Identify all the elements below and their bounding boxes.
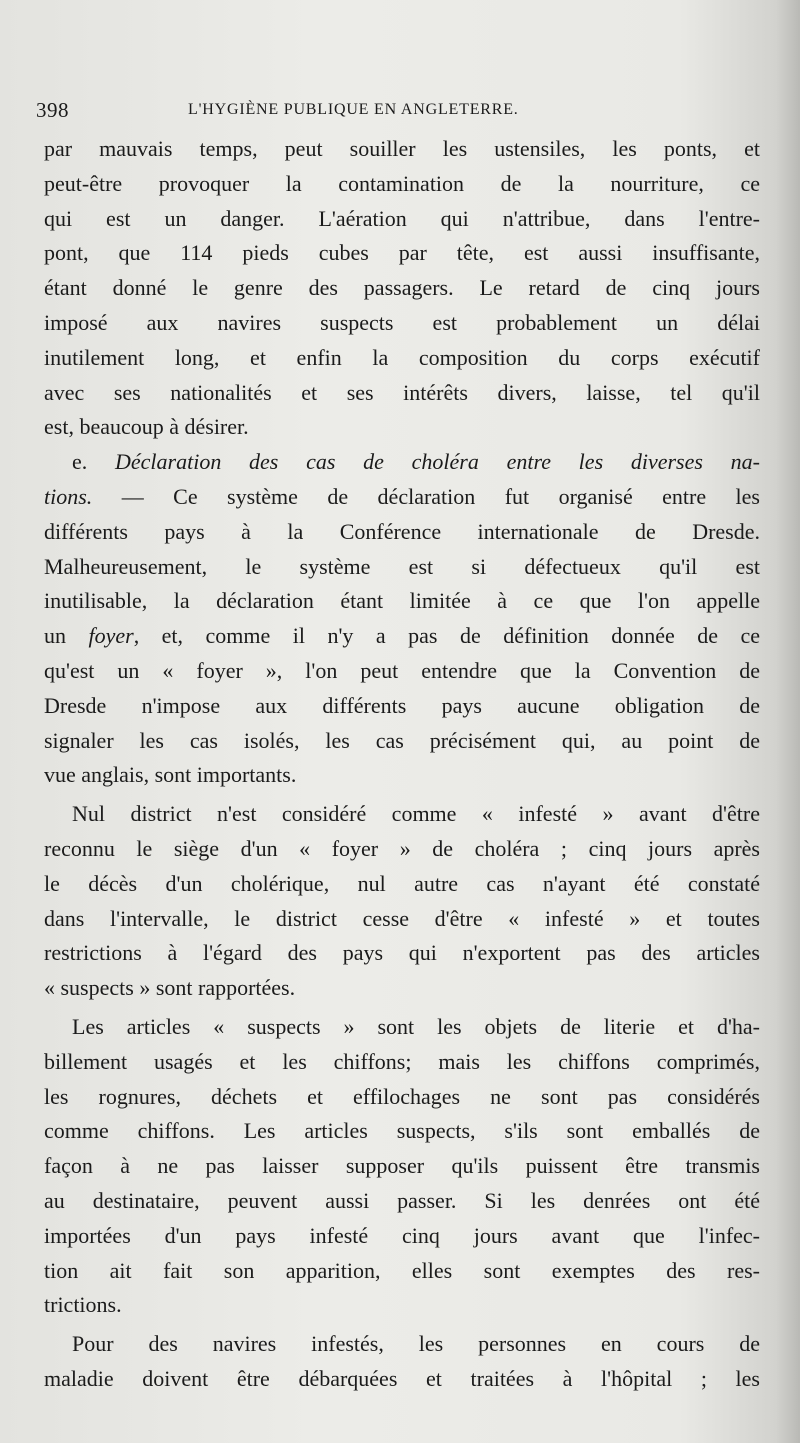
text-line: qui est un danger. L'aération qui n'attribue, dans l'entre-	[44, 205, 760, 231]
paragraph-ventilation	[44, 132, 760, 445]
text-line: Dresde n'impose aux différents pays aucune obligation de	[44, 692, 760, 718]
text-line: est, beaucoup à désirer.	[44, 414, 249, 440]
text-line: avec ses nationalités et ses intérêts divers, laisse, tel qu'il	[44, 379, 760, 405]
text-line: tion ait fait son apparition, elles sont exemptes des res-	[44, 1257, 760, 1283]
text-line	[44, 619, 760, 654]
page-number: 398	[36, 98, 69, 122]
paragraph-infested-ships	[44, 1327, 760, 1397]
text-line: Les articles « suspects » sont les objets de literie et d'ha-	[72, 1013, 760, 1039]
text-line: imposé aux navires suspects est probablement un délai	[44, 309, 760, 335]
text-line: comme chiffons. Les articles suspects, s'ils sont emballés de	[44, 1118, 760, 1144]
text-line: étant donné le genre des passagers. Le retard de cinq jours	[44, 275, 760, 301]
section-letter: e.	[72, 449, 88, 475]
text-line: restrictions à l'égard des pays qui n'exportent pas des articles	[44, 940, 760, 966]
text-line: les rognures, déchets et effilochages ne sont pas considérés	[44, 1083, 760, 1109]
text-line: par mauvais temps, peut souiller les ustensiles, les ponts, et	[44, 136, 760, 161]
text-line: trictions.	[44, 1292, 122, 1318]
text-fragment: un	[44, 623, 66, 649]
text-line: Nul district n'est considéré comme « infesté » avant d'être	[72, 801, 760, 827]
text-line: différents pays à la Conférence internationale de Dresde.	[44, 518, 760, 544]
section-title: Déclaration des cas de choléra entre les diverses na-	[115, 449, 760, 475]
section-title-continued: tions.	[44, 483, 93, 509]
text-line: maladie doivent être débarquées et traitées à l'hôpital ; les	[44, 1365, 760, 1391]
running-title: L'HYGIÈNE PUBLIQUE EN ANGLETERRE.	[188, 101, 519, 118]
text-fragment: — Ce système de déclaration fut organisé entre les	[121, 483, 760, 509]
text-line: peut-être provoquer la contamination de la nourriture, ce	[44, 170, 760, 196]
section-e	[44, 445, 760, 793]
section-heading-line	[44, 445, 760, 480]
text-line: « suspects » sont rapportées.	[44, 975, 296, 1001]
text-line: inutilement long, et enfin la composition du corps exécutif	[44, 344, 760, 370]
page-text	[36, 88, 760, 1397]
text-line: Malheureusement, le système est si défectueux qu'il est	[44, 553, 760, 579]
text-line: inutilisable, la déclaration étant limitée à ce que l'on appelle	[44, 588, 760, 614]
text-line: importées d'un pays infesté cinq jours avant que l'infec-	[44, 1222, 760, 1248]
text-line: le décès d'un cholérique, nul autre cas n'ayant été constaté	[44, 870, 760, 896]
text-line: au destinataire, peuvent aussi passer. Si les denrées ont été	[44, 1187, 760, 1213]
paragraph-suspect-articles	[44, 1010, 760, 1323]
text-line: reconnu le siège d'un « foyer » de choléra ; cinq jours après	[44, 835, 760, 861]
text-line: billement usagés et les chiffons; mais les chiffons comprimés,	[44, 1048, 760, 1074]
text-line: façon à ne pas laisser supposer qu'ils puissent être transmis	[44, 1153, 760, 1179]
foyer-term: foyer	[88, 623, 134, 649]
text-line: signaler les cas isolés, les cas précisément qui, au point de	[44, 727, 760, 753]
text-line: dans l'intervalle, le district cesse d'être « infesté » et toutes	[44, 905, 760, 931]
text-fragment: , et, comme il n'y a pas de définition donnée de ce	[133, 623, 760, 649]
paragraph-infested-district	[44, 797, 760, 1006]
section-heading-line	[44, 480, 760, 515]
text-line: pont, que 114 pieds cubes par tête, est aussi insuffisante,	[44, 240, 760, 266]
text-line: vue anglais, sont importants.	[44, 762, 297, 788]
text-line: Pour des navires infestés, les personnes en cours de	[72, 1331, 760, 1357]
text-line: qu'est un « foyer », l'on peut entendre que la Convention de	[44, 657, 760, 683]
page-header	[36, 88, 760, 132]
